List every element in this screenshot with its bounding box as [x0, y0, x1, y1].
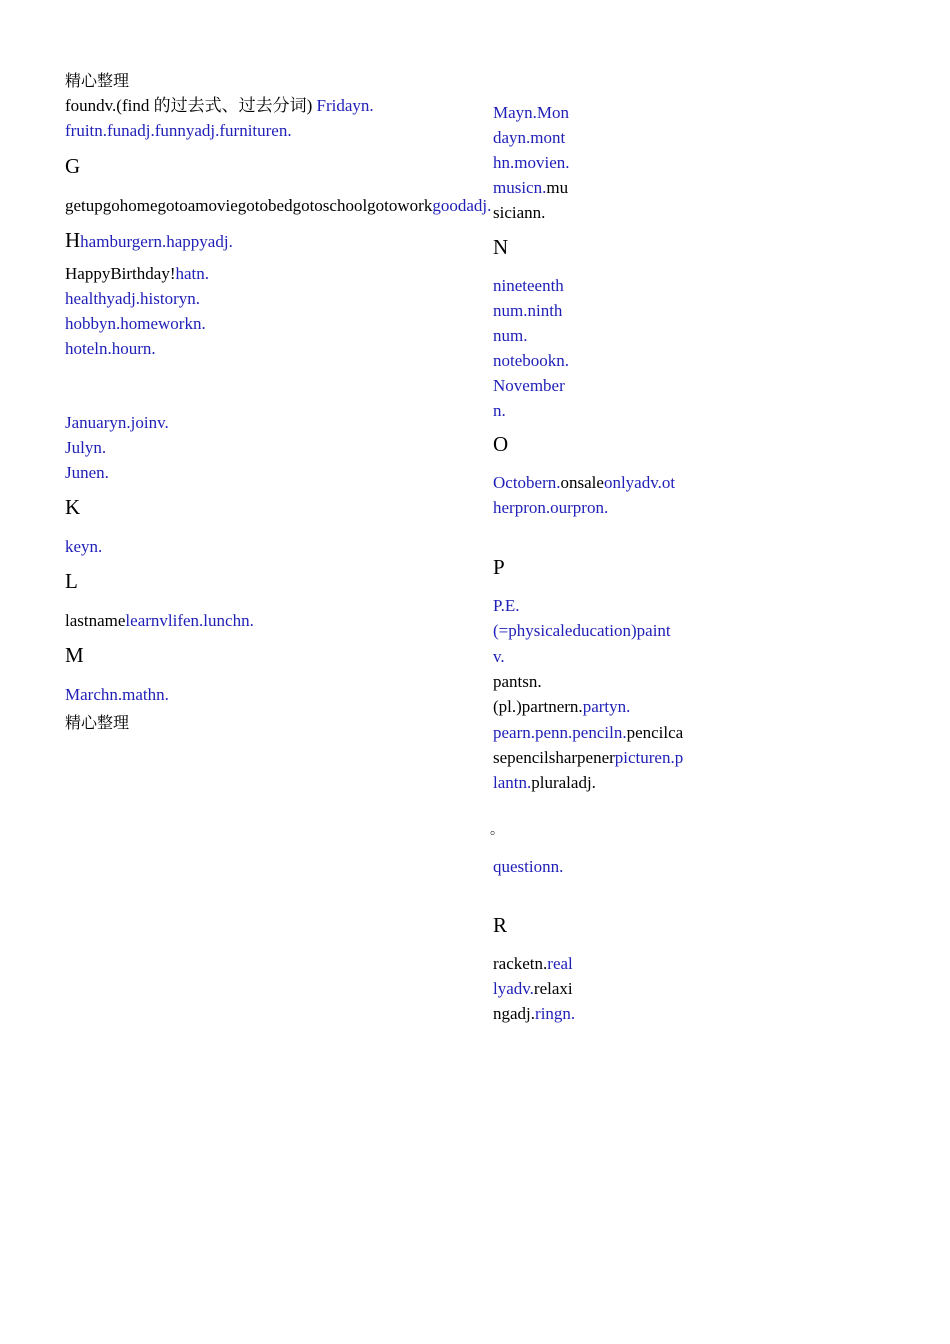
section-heading-o: O — [493, 432, 509, 456]
entry-party: partyn. — [582, 697, 631, 716]
entry-relaxing — [493, 1001, 575, 1026]
entry-january: Januaryn.joinv. — [65, 413, 169, 432]
entry-may: Mayn.Mon — [493, 103, 570, 122]
entry-nineteenth: nineteenth — [493, 276, 564, 295]
entry-musician: siciann. — [493, 203, 546, 222]
entry-found — [65, 93, 374, 118]
entry-fruit: fruitn.funadj.funnyadj.furnituren. — [65, 121, 292, 140]
entry-month: hn.movien. — [493, 153, 570, 172]
section-heading-l: L — [65, 569, 78, 593]
entry-pear-blue: pearn.penn.penciln. — [493, 723, 627, 742]
entry-plural: pluraladj. — [531, 773, 596, 792]
entry-learn: learnvlifen.lunchn. — [125, 611, 254, 630]
entry-music-black: mu — [546, 178, 569, 197]
entry-friday: Fridayn. — [316, 96, 374, 115]
entry-june: Junen. — [65, 463, 109, 482]
entry-ring: ringn. — [535, 1004, 576, 1023]
entry-october — [493, 470, 675, 495]
entry-july: Julyn. — [65, 438, 107, 457]
entry-racket-text: racketn. — [493, 954, 548, 973]
section-heading-g: G — [65, 154, 81, 178]
entry-getup — [65, 193, 491, 218]
entry-h-line — [65, 228, 233, 254]
entry-hotel: hoteln.hourn. — [65, 339, 156, 358]
entry-happybirthday — [65, 261, 209, 286]
entry-sharpener-text: sepencilsharpener — [493, 748, 615, 767]
entry-hat: hatn. — [175, 264, 210, 283]
entry-question: questionn. — [493, 857, 564, 876]
entry-num: num. — [493, 326, 528, 345]
entry-march: Marchn.mathn. — [65, 685, 169, 704]
entry-healthy: healthyadj.historyn. — [65, 289, 201, 308]
entry-november: November — [493, 376, 565, 395]
entry-good: goodadj. — [432, 196, 492, 215]
section-heading-m: M — [65, 643, 84, 667]
entry-getup-text: getupgohomegotoamoviegotobedgotoschoolgotowork — [65, 196, 433, 215]
entry-monday: dayn.mont — [493, 128, 566, 147]
section-heading-n: N — [493, 235, 509, 259]
entry-onsale: onsale — [560, 473, 604, 492]
entry-notebook: notebookn. — [493, 351, 570, 370]
entry-physed: (=physicaleducation)paint — [493, 621, 671, 640]
entry-hamburger: hamburgern.happyadj. — [80, 232, 233, 251]
entry-partner-text: (pl.)partnern. — [493, 697, 583, 716]
entry-only: onlyadv.ot — [603, 473, 676, 492]
entry-really-blue: lyadv. — [493, 979, 534, 998]
entry-pe: P.E. — [493, 596, 520, 615]
entry-plant — [493, 770, 596, 795]
entry-racket — [493, 951, 573, 976]
entry-partner — [493, 694, 630, 719]
header-note: 精心整理 — [65, 71, 130, 90]
entry-pants: pantsn. — [493, 672, 542, 691]
entry-pencilcase: pencilca — [626, 723, 684, 742]
entry-key: keyn. — [65, 537, 103, 556]
entry-music-blue: musicn. — [493, 178, 547, 197]
section-mark-q: 。 — [490, 823, 504, 838]
entry-other: herpron.ourpron. — [493, 498, 609, 517]
entry-ninth: num.ninth — [493, 301, 563, 320]
section-heading-h: H — [65, 228, 81, 252]
entry-happybirthday-text: HappyBirthday! — [65, 264, 176, 283]
entry-plant-blue: lantn. — [493, 773, 532, 792]
entry-relaxing-text: ngadj. — [493, 1004, 536, 1023]
entry-pear — [493, 720, 683, 745]
entry-really — [493, 976, 573, 1001]
entry-november-n: n. — [493, 401, 506, 420]
section-heading-k: K — [65, 495, 81, 519]
section-heading-r: R — [493, 913, 508, 937]
section-heading-p: P — [493, 555, 505, 579]
entry-sharpener — [493, 745, 683, 770]
entry-lastname — [65, 608, 254, 633]
entry-lastname-text: lastname — [65, 611, 126, 630]
entry-real: real — [547, 954, 573, 973]
entry-hobby: hobbyn.homeworkn. — [65, 314, 206, 333]
entry-music — [493, 175, 568, 200]
entry-picture: picturen.p — [614, 748, 684, 767]
entry-found-text: foundv.(find 的过去式、过去分词) — [65, 96, 313, 115]
entry-relax: relaxi — [533, 979, 573, 998]
entry-paint-v: v. — [493, 647, 505, 666]
footer-note: 精心整理 — [65, 713, 130, 732]
entry-october-blue: Octobern. — [493, 473, 561, 492]
